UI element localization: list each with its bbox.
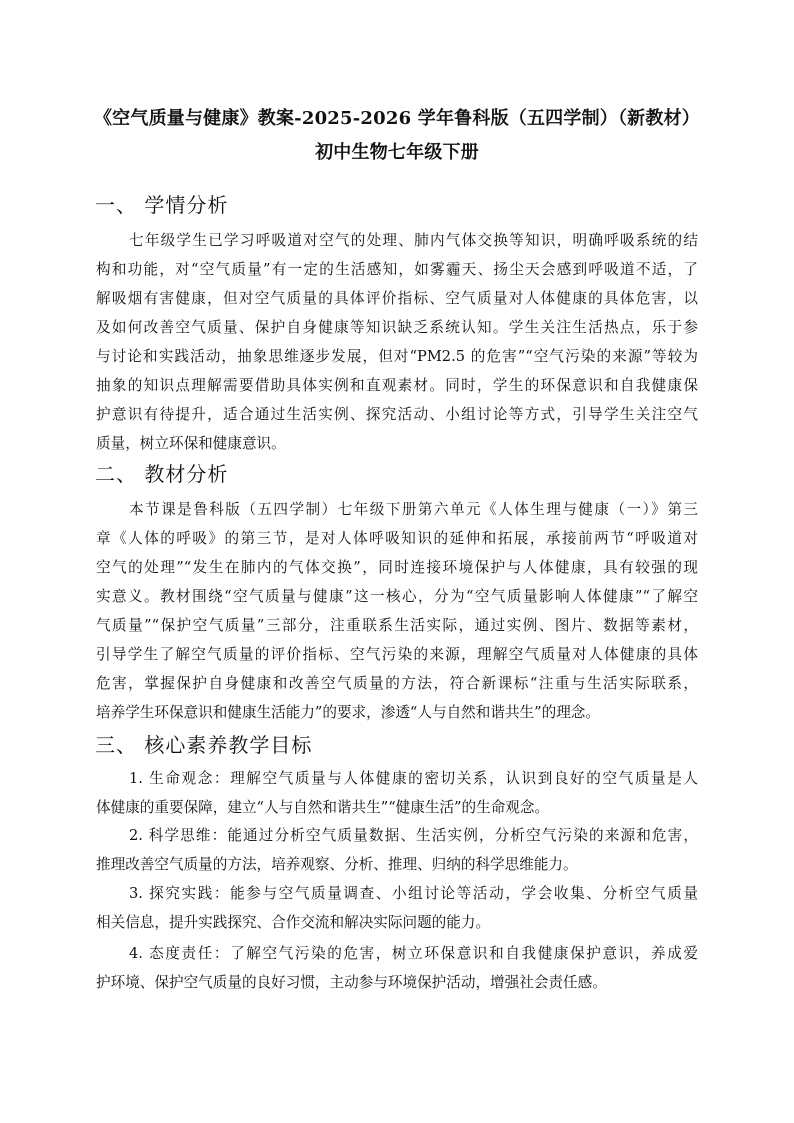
paragraph-line: 构和功能，对“空气质量”有一定的生活感知，如雾霾天、扬尘天会感到呼吸道不适，了 [96, 261, 698, 278]
section-heading-textbook-analysis: 二、 教材分析 [95, 462, 229, 486]
learner-analysis-paragraph [96, 226, 698, 458]
document-title-line-2: 初中生物七年级下册 [315, 142, 479, 163]
paragraph-line: 危害，掌握保护自身健康和改善空气质量的方法，符合新课标“注重与生活实际联系， [96, 675, 698, 692]
goal-line: 体健康的重要保障，建立“人与自然和谐共生”“健康生活”的生命观念。 [96, 799, 550, 816]
paragraph-line: 与讨论和实践活动，抽象思维逐步发展，但对“PM2.5 的危害”“空气污染的来源”等较为 [96, 348, 698, 365]
goal-line: 1. 生命观念：理解空气质量与人体健康的密切关系，认识到良好的空气质量是人 [129, 770, 698, 787]
paragraph-line: 质量，树立环保和健康意识。 [96, 435, 286, 452]
section-heading-core-literacy-goals: 三、 核心素养教学目标 [95, 733, 313, 757]
goal-line: 2. 科学思维：能通过分析空气质量数据、生活实例，分析空气污染的来源和危害， [129, 827, 698, 844]
goal-item-attitude-responsibility [96, 939, 698, 997]
paragraph-line: 引导学生了解空气质量的评价指标、空气污染的来源，理解空气质量对人体健康的具体 [96, 646, 698, 663]
paragraph-line: 章《人体的呼吸》的第三节，是对人体呼吸知识的延伸和拓展，承接前两节“呼吸道对 [96, 530, 698, 547]
goal-item-inquiry-practice [96, 879, 698, 937]
paragraph-line: 解吸烟有害健康，但对空气质量的具体评价指标、空气质量对人体健康的具体危害，以 [96, 290, 698, 307]
paragraph-line: 实意义。教材围绕“空气质量与健康”这一核心，分为“空气质量影响人体健康”“了解空 [96, 588, 698, 605]
goal-line: 相关信息，提升实践探究、合作交流和解决实际问题的能力。 [96, 914, 491, 931]
goal-line: 4. 态度责任：了解空气污染的危害，树立环保意识和自我健康保护意识，养成爱 [129, 945, 698, 962]
paragraph-line: 培养学生环保意识和健康生活能力”的要求，渗透“人与自然和谐共生”的理念。 [96, 704, 600, 721]
paragraph-line: 本节课是鲁科版（五四学制）七年级下册第六单元《人体生理与健康（一）》第三 [129, 501, 698, 518]
goal-line: 护环境、保护空气质量的良好习惯，主动参与环境保护活动，增强社会责任感。 [96, 974, 607, 991]
paragraph-line: 护意识有待提升，适合通过生活实例、探究活动、小组讨论等方式，引导学生关注空气 [96, 406, 698, 423]
paragraph-line: 七年级学生已学习呼吸道对空气的处理、肺内气体交换等知识，明确呼吸系统的结 [129, 232, 698, 249]
paragraph-line: 抽象的知识点理解需要借助具体实例和直观素材。同时，学生的环保意识和自我健康保 [96, 377, 698, 394]
textbook-analysis-paragraph [96, 495, 698, 727]
paragraph-line: 空气的处理”“发生在肺内的气体交换”，同时连接环境保护与人体健康，具有较强的现 [96, 559, 698, 576]
document-title-line-1: 《空气质量与健康》教案-2025-2026 学年鲁科版（五四学制）（新教材） [93, 108, 700, 129]
paragraph-line: 及如何改善空气质量、保护自身健康等知识缺乏系统认知。学生关注生活热点，乐于参 [96, 319, 698, 336]
goal-line: 推理改善空气质量的方法，培养观察、分析、推理、归纳的科学思维能力。 [96, 856, 578, 873]
goal-item-scientific-thinking [96, 821, 698, 879]
section-heading-learner-analysis: 一、 学情分析 [95, 193, 229, 217]
goal-line: 3. 探究实践：能参与空气质量调查、小组讨论等活动，学会收集、分析空气质量 [129, 885, 698, 902]
goal-item-life-concept [96, 764, 698, 822]
paragraph-line: 气质量”“保护空气质量”三部分，注重联系生活实际，通过实例、图片、数据等素材， [96, 617, 698, 634]
